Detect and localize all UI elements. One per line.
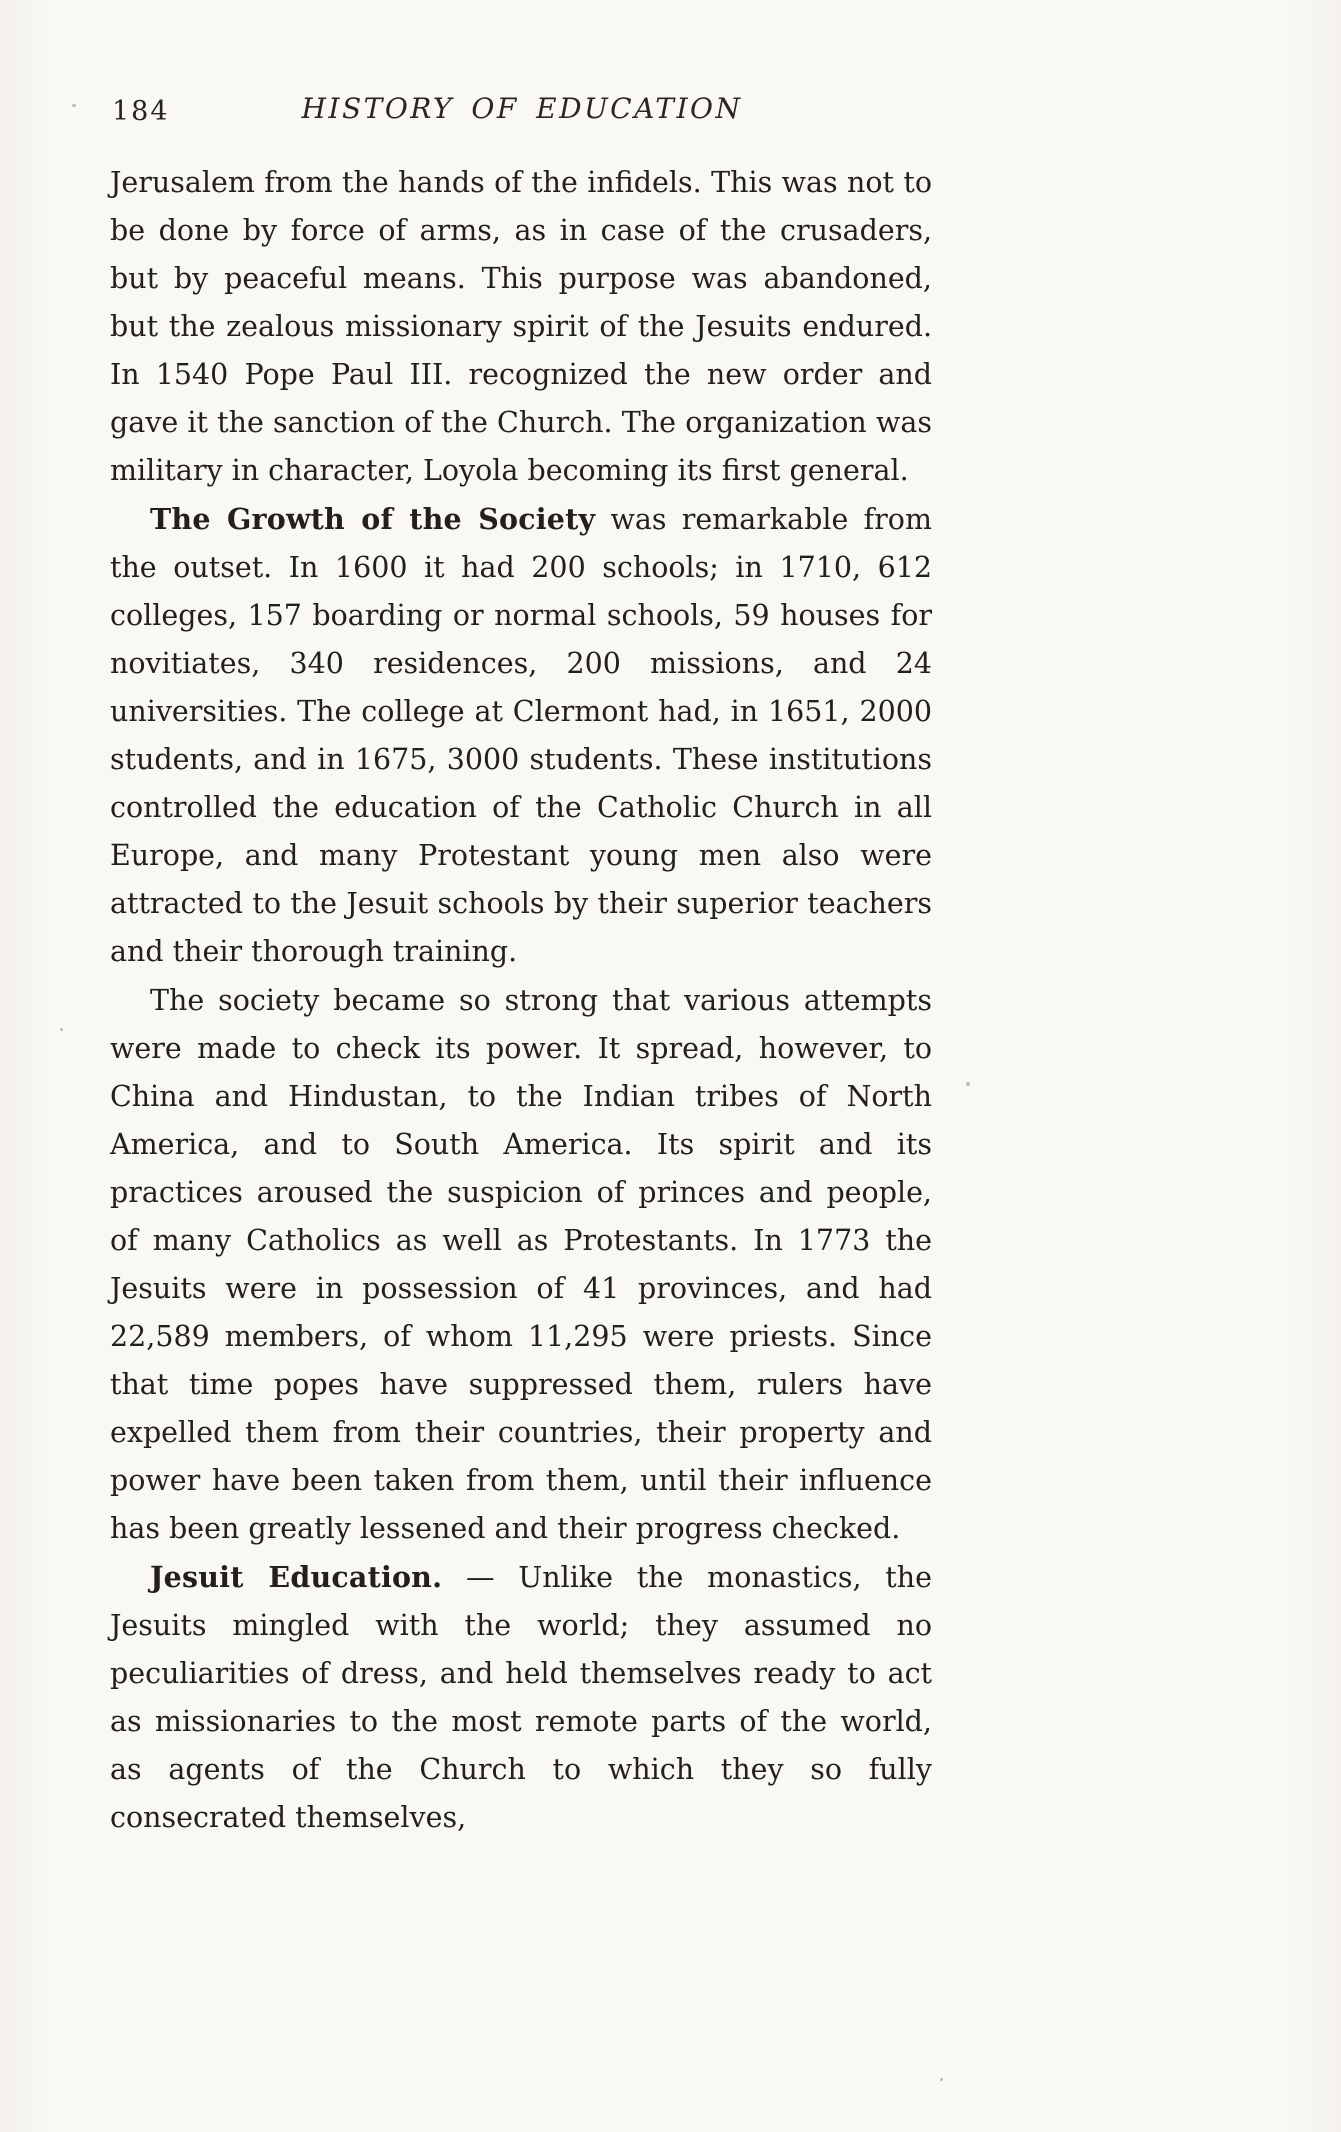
paragraph-lead: The Growth of the Society	[150, 502, 596, 536]
running-head: HISTORY OF EDUCATION	[301, 92, 743, 125]
scan-speck	[940, 2078, 943, 2081]
paragraph-text: Jerusalem from the hands of the infidels. This was not to be done by force of arms, as in case of the crusaders, but by peaceful means. This purpose was abandoned, but the zealous missionary spirit of the Jesuits endured. In 1540 Pope Paul III. recognized the new order and gave it the sanction of the Church. The organization was military in character, Loyola becoming its first general.	[110, 166, 932, 487]
paragraph	[110, 495, 932, 976]
paragraph	[110, 1553, 932, 1842]
scan-speck	[966, 1082, 970, 1086]
scan-speck	[60, 1028, 63, 1031]
paragraph	[110, 158, 932, 495]
paragraph-text: The society became so strong that various attempts were made to check its power. It spread, however, to China and Hindustan, to the Indian tribes of North America, and to South America. Its spirit and its practices aroused the suspicion of princes and people, of many Catholics as well as Protestants. In 1773 the Jesuits were in possession of 41 provinces, and had 22,589 members, of whom 11,295 were priests. Since that time popes have suppressed them, rulers have expelled them from their countries, their property and power have been taken from them, until their influence has been greatly lessened and their progress checked.	[110, 984, 932, 1545]
page-header	[110, 92, 934, 132]
paragraph	[110, 976, 932, 1553]
page-body	[110, 158, 932, 1842]
paragraph-text: — Unlike the monastics, the Jesuits mingled with the world; they assumed no peculiarities of dress, and held themselves ready to act as missionaries to the most remote parts of the world, as agents of the Church to which they so fully consecrated themselves,	[110, 1561, 932, 1834]
paragraph-lead: Jesuit Education.	[150, 1560, 443, 1594]
paragraph-text: was remarkable from the outset. In 1600 it had 200 schools; in 1710, 612 colleges, 157 boarding or normal schools, 59 houses for novitiates, 340 residences, 200 missions, and 24 universities. The college at Clermont had, in 1651, 2000 students, and in 1675, 3000 students. These institutions controlled the education of the Catholic Church in all Europe, and many Protestant young men also were attracted to the Jesuit schools by their superior teachers and their thorough training.	[110, 503, 932, 968]
page-number: 184	[112, 96, 170, 127]
scan-speck	[72, 104, 76, 107]
